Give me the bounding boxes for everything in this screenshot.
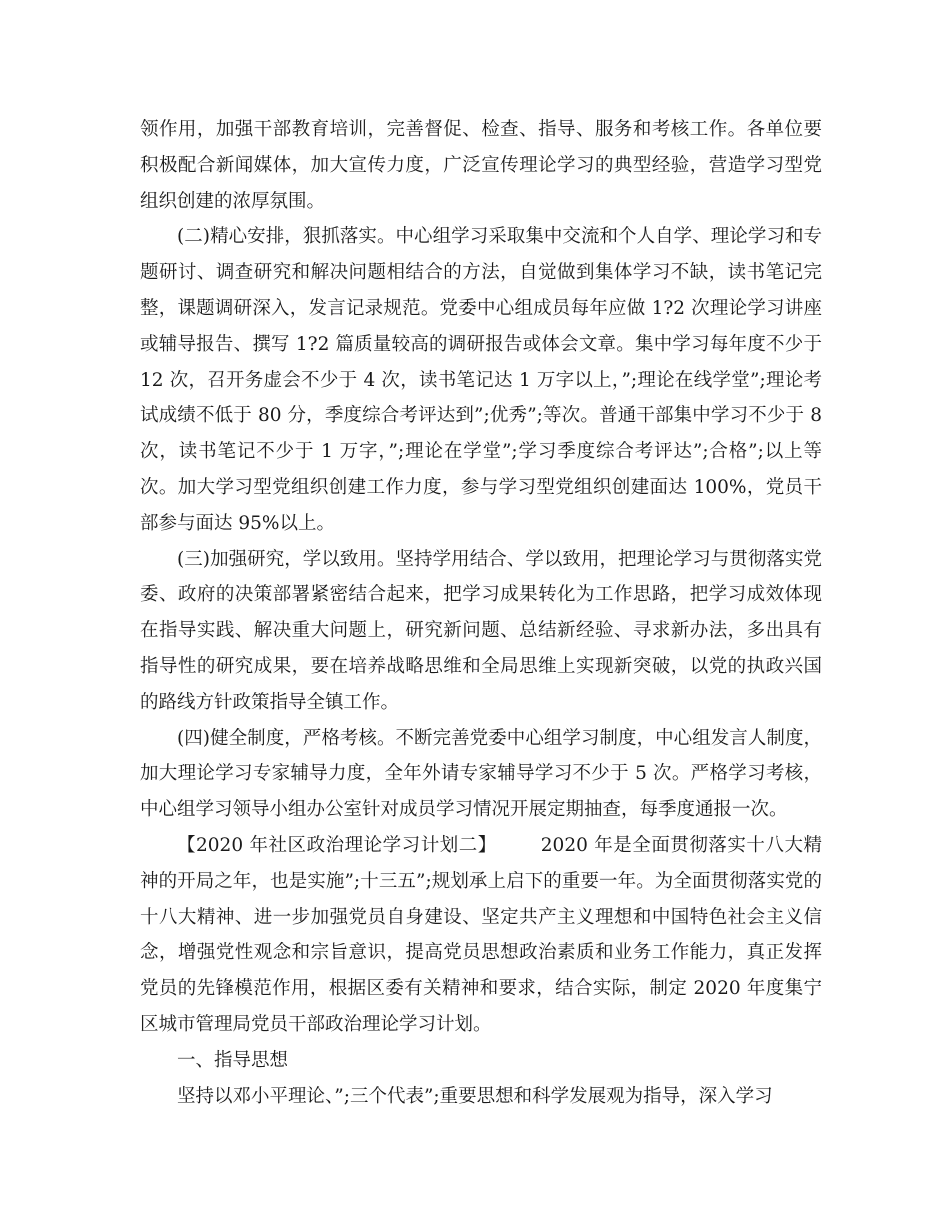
paragraph-section-four: (四)健全制度，严格考核。不断完善党委中心组学习制度，中心组发言人制度，加大理论学习专家辅导力度，全年外请专家辅导学习不少于 5 次。严格学习考核，中心组学习领导小组办公室针对成员学习情况开展定期抽查，每季度通报一次。 [140, 727, 822, 821]
plan-two-heading: 【2020 年社区政治理论学习计划二】 [177, 834, 497, 856]
plan-two-text: 2020 年是全面贯彻落实十八大精神的开局之年，也是实施”;十三五”;规划承上启下的重要一年。为全面贯彻落实党的十八大精神、进一步加强党员自身建设、坚定共产主义理想和中国特色社会主义信念，增强党性观念和宗旨意识，提高党员思想政治素质和业务工作能力，真正发挥党员的先锋模范作用，根据区委有关精神和要求，结合实际，制定 2020 年度集宁区城市管理局党员干部政治理论学习计划。 [140, 834, 822, 1035]
paragraph-section-two: (二)精心安排，狠抓落实。中心组学习采取集中交流和个人自学、理论学习和专题研讨、调查研究和解决问题相结合的方法，自觉做到集体学习不缺，读书笔记完整，课题调研深入，发言记录规范。党委中心组成员每年应做 1?2 次理论学习讲座或辅导报告、撰写 1?2 篇质量较高的调研报告或体会文章。集中学习每年度不少于 12 次，召开务虚会不少于 4 次，读书笔记达 1 万字以上，”;理论在线学堂”;理论考试成绩不低于 80 分，季度综合考评达到”;优秀”;等次。普通干部集中学习不少于 8 次，读书笔记不少于 1 万字，”;理论在学堂”;学习季度综合考评达”;合格”;以上等次。加大学习型党组织创建工作力度，参与学习型党组织创建面达 100%，党员干部参与面达 95%以上。 [140, 226, 822, 534]
paragraph-continuation: 领作用，加强干部教育培训，完善督促、检查、指导、服务和考核工作。各单位要积极配合新闻媒体，加大宣传力度，广泛宣传理论学习的典型经验，营造学习型党组织创建的浓厚氛围。 [140, 119, 822, 212]
paragraph-guiding-ideology: 坚持以邓小平理论、”;三个代表”;重要思想和科学发展观为指导，深入学习 [177, 1085, 773, 1107]
document-body [140, 112, 822, 1114]
heading-guiding-ideology: 一、指导思想 [177, 1049, 289, 1071]
paragraph-section-three: (三)加强研究，学以致用。坚持学用结合、学以致用，把理论学习与贯彻落实党委、政府的决策部署紧密结合起来，把学习成果转化为工作思路，把学习成效体现在指导实践、解决重大问题上，研究新问题、总结新经验、寻求新办法，多出具有指导性的研究成果，要在培养战略思维和全局思维上实现新突破，以党的执政兴国的路线方针政策指导全镇工作。 [140, 548, 822, 713]
paragraph-plan-two [140, 828, 822, 1043]
